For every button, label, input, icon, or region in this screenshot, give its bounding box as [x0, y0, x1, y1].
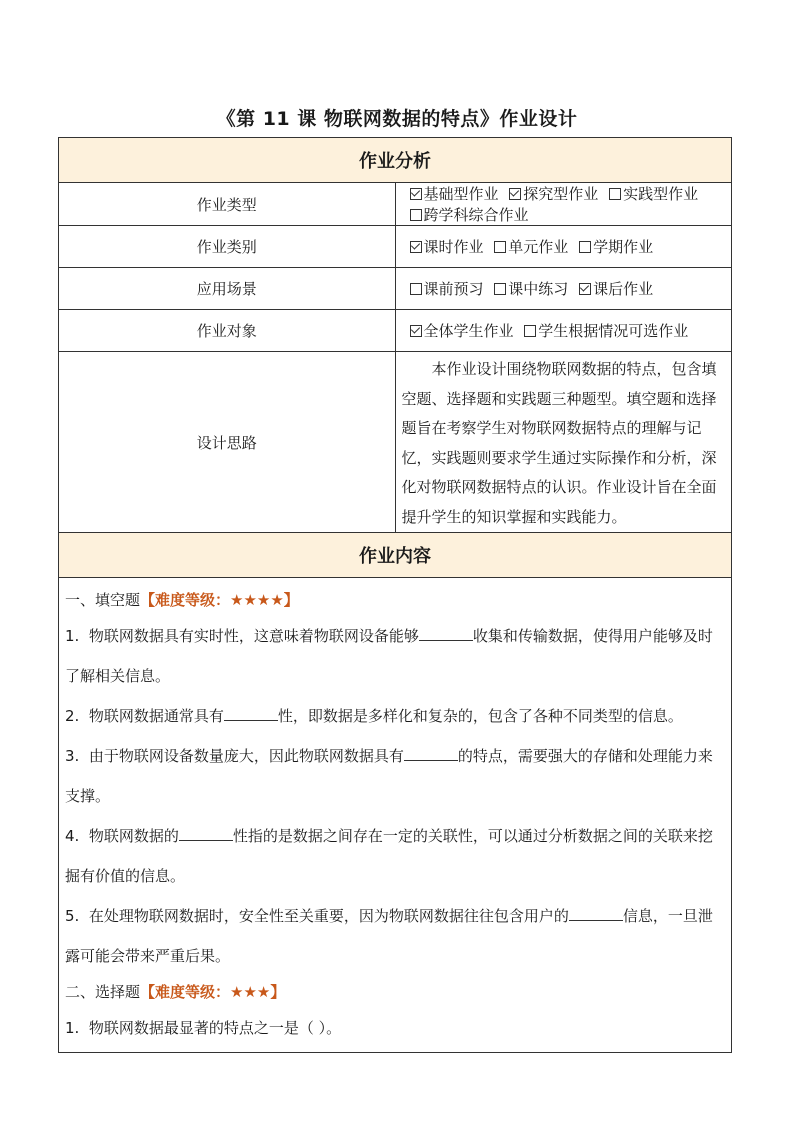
question-item: 1. 物联网数据具有实时性，这意味着物联网设备能够 收集和传输数据，使得用户能够及时了解相关信息。 — [65, 627, 713, 685]
checkbox-icon — [410, 241, 422, 253]
row-label: 设计思路 — [59, 352, 396, 533]
option-checkbox[interactable]: 课中练习 — [494, 280, 568, 298]
answer-blank[interactable] — [419, 626, 473, 641]
checkbox-icon — [410, 188, 422, 200]
row-label: 应用场景 — [59, 268, 396, 310]
homework-content — [59, 578, 732, 1053]
row-homework-target — [59, 310, 732, 352]
checkbox-icon — [410, 325, 422, 337]
row-options — [395, 310, 732, 352]
option-checkbox[interactable]: 实践型作业 — [609, 185, 698, 203]
row-options — [395, 226, 732, 268]
checkbox-icon — [509, 188, 521, 200]
row-label: 作业类别 — [59, 226, 396, 268]
option-checkbox[interactable]: 探究型作业 — [509, 185, 598, 203]
checkbox-icon — [609, 188, 621, 200]
option-checkbox[interactable]: 课后作业 — [579, 280, 653, 298]
question-item: 5. 在处理物联网数据时，安全性至关重要，因为物联网数据往往包含用户的 信息，一旦泄露可能会带来严重后果。 — [65, 907, 713, 965]
checkbox-icon — [579, 283, 591, 295]
option-checkbox[interactable]: 课时作业 — [410, 238, 484, 256]
checkbox-icon — [494, 241, 506, 253]
answer-blank[interactable] — [569, 906, 623, 921]
row-design-idea — [59, 352, 732, 533]
section-multiple-choice: 二、选择题【难度等级：★★★】 — [65, 983, 286, 1001]
section-fill-blank: 一、填空题【难度等级：★★★★】 — [65, 591, 299, 609]
option-checkbox[interactable]: 基础型作业 — [410, 185, 499, 203]
option-checkbox[interactable]: 全体学生作业 — [410, 322, 514, 340]
option-checkbox[interactable]: 学期作业 — [579, 238, 653, 256]
option-checkbox[interactable]: 学生根据情况可选作业 — [524, 322, 688, 340]
difficulty-label: 【难度等级：★★★★】 — [140, 591, 299, 609]
document-title: 《第 11 课 物联网数据的特点》作业设计 — [216, 108, 578, 130]
content-header: 作业内容 — [59, 533, 732, 578]
homework-design-table — [58, 137, 732, 1053]
checkbox-icon — [410, 283, 422, 295]
question-item: 4. 物联网数据的 性指的是数据之间存在一定的关联性，可以通过分析数据之间的关联来挖掘有价值的信息。 — [65, 827, 713, 885]
difficulty-label: 【难度等级：★★★】 — [140, 983, 286, 1001]
answer-blank[interactable] — [224, 706, 278, 721]
row-homework-type — [59, 183, 732, 226]
row-options — [395, 183, 732, 226]
option-checkbox[interactable]: 跨学科综合作业 — [410, 206, 529, 224]
row-options — [395, 268, 732, 310]
row-application-scene — [59, 268, 732, 310]
row-label: 作业对象 — [59, 310, 396, 352]
option-checkbox[interactable]: 课前预习 — [410, 280, 484, 298]
checkbox-icon — [410, 209, 422, 221]
checkbox-icon — [579, 241, 591, 253]
row-label: 作业类型 — [59, 183, 396, 226]
checkbox-icon — [524, 325, 536, 337]
checkbox-icon — [494, 283, 506, 295]
answer-blank[interactable] — [404, 746, 458, 761]
question-item: 1. 物联网数据最显著的特点之一是（ ）。 — [65, 1019, 342, 1037]
row-homework-category — [59, 226, 732, 268]
answer-blank[interactable] — [179, 826, 233, 841]
analysis-header: 作业分析 — [59, 138, 732, 183]
design-idea-text: 本作业设计围绕物联网数据的特点，包含填空题、选择题和实践题三种题型。填空题和选择题旨在考察学生对物联网数据特点的理解与记忆，实践题则要求学生通过实际操作和分析，深化对物联网数据特点的认识。作业设计旨在全面提升学生的知识掌握和实践能力。 — [395, 352, 732, 533]
question-item: 3. 由于物联网设备数量庞大，因此物联网数据具有 的特点，需要强大的存储和处理能力来支撑。 — [65, 747, 713, 805]
question-item: 2. 物联网数据通常具有 性，即数据是多样化和复杂的，包含了各种不同类型的信息。 — [65, 707, 683, 725]
option-checkbox[interactable]: 单元作业 — [494, 238, 568, 256]
